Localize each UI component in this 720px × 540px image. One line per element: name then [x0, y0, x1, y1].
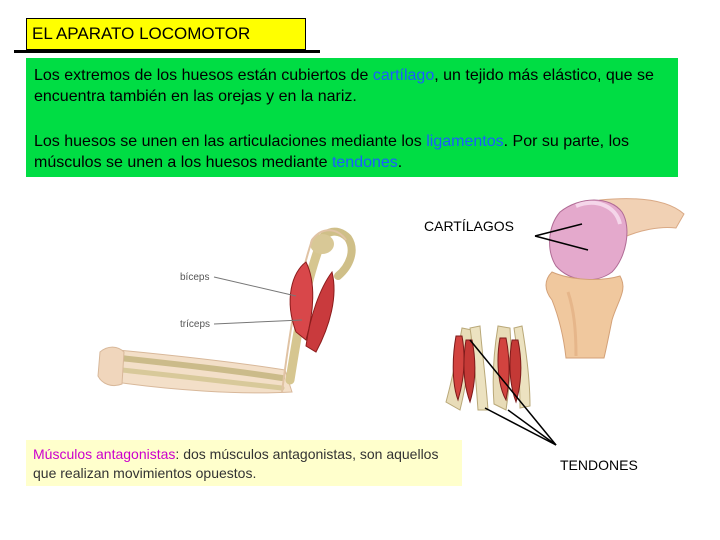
antagonist-definition: dos músculos antagonistas, son aquellos que realizan movimientos opuestos.	[33, 446, 439, 481]
term-antagonistas: Músculos antagonistas	[33, 446, 176, 462]
tendon-label: TENDONES	[560, 457, 638, 473]
label-triceps: tríceps	[180, 319, 211, 330]
term-ligamentos: ligamentos	[426, 133, 504, 150]
knee-illustration	[546, 199, 684, 358]
antagonist-caption	[33, 445, 455, 483]
para1-after: , un tejido más elástico, que se encuentra también en las orejas y en la nariz.	[34, 67, 654, 105]
cartilage-label: CARTÍLAGOS	[424, 218, 514, 234]
term-tendones: tendones	[331, 154, 398, 171]
para2-part1: Los huesos se unen en las articulaciones mediante los	[34, 133, 427, 150]
para1-before: Los extremos de los huesos están cubiertos de	[34, 67, 373, 84]
term-cartilago: cartílago	[372, 67, 435, 84]
tendon-pointer-3	[485, 408, 556, 445]
page-title: EL APARATO LOCOMOTOR	[32, 24, 251, 43]
para2-part2: . Por su parte, los músculos se unen a los huesos mediante	[34, 133, 630, 171]
arm-illustration	[98, 230, 352, 393]
antagonist-colon: :	[175, 446, 180, 462]
para2-part3: .	[397, 154, 403, 171]
label-biceps: bíceps	[180, 272, 210, 283]
